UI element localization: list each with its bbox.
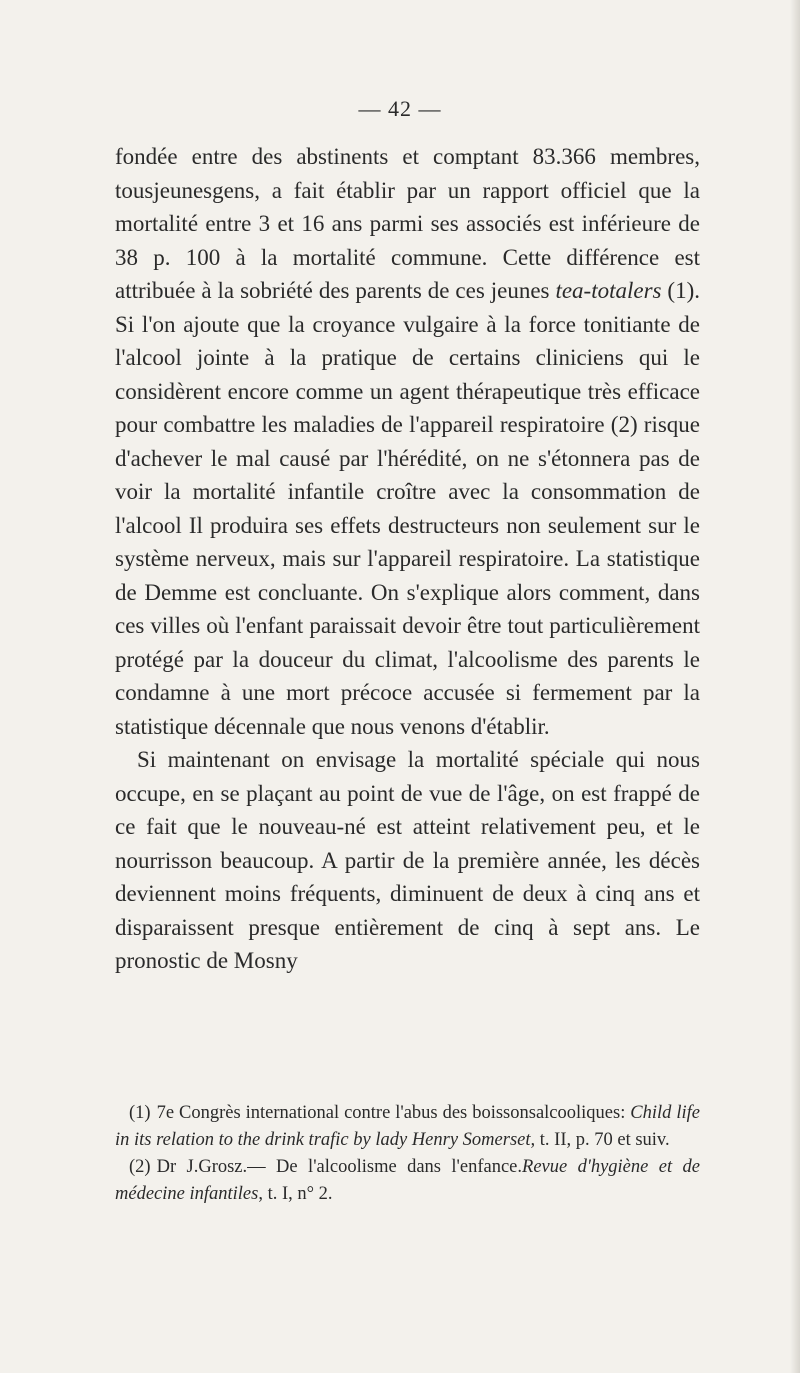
page-number-header: — 42 — xyxy=(358,96,442,121)
footnotes xyxy=(115,1100,700,1208)
paragraph-1 xyxy=(115,140,700,743)
footnote-2-italic-title: Revue d'hygiène et de médecine infantiles xyxy=(115,1157,700,1204)
page-edge-shadow xyxy=(790,0,800,1373)
footnote-2-text-2: , t. I, n° 2. xyxy=(258,1184,333,1204)
footnote-1-marker: (1) xyxy=(129,1103,151,1123)
main-text xyxy=(115,140,700,978)
paragraph-1-text-2: (1). Si l'on ajoute que la croyance vulgaire à la force tonitiante de l'alcool jointe à la pratique de certains cliniciens qui le considèrent encore comme un agent thérapeutique très efficace pour combattre les maladies de l'appareil respiratoire (2) risque d'achever le mal causé par l'hérédité, on ne s'étonnera pas de voir la mortalité infantile croître avec la consommation de l'alcool Il produira ses effets destructeurs non seulement sur le système nerveux, mais sur l'appareil respiratoire. La statistique de Demme est concluante. On s'explique alors comment, dans ces villes où l'enfant paraissait devoir être tout particulièrement protégé par la douceur du climat, l'alcoolisme des parents le condamne à une mort précoce accusée si fermement par la statistique décennale que nous venons d'établir. xyxy=(115,278,700,739)
footnote-1-italic-title: Child life in its relation to the drink trafic by lady Henry Somerset, xyxy=(115,1103,701,1150)
footnote-2 xyxy=(115,1154,700,1208)
paragraph-2 xyxy=(115,743,700,978)
footnote-1 xyxy=(115,1100,700,1154)
paragraph-1-text-1: fondée entre des abstinents et comptant 83.366 membres, tousjeunesgens, a fait établir par un rapport officiel que la mortalité entre 3 et 16 ans parmi ses associés est inférieure de 38 p. 100 à la mortalité commune. Cette différence est attribuée à la sobriété des parents de ces jeunes xyxy=(115,144,700,303)
paragraph-1-italic-term: tea-totalers xyxy=(555,278,662,303)
footnote-1-text-2: t. II, p. 70 et suiv. xyxy=(535,1130,670,1150)
paragraph-2-text: Si maintenant on envisage la mortalité spéciale qui nous occupe, en se plaçant au point de vue de l'âge, on est frappé de ce fait que le nouveau-né est atteint relativement peu, et le nourrisson beaucoup. A partir de la première année, les décès deviennent moins fréquents, diminuent de deux à cinq ans et disparaissent presque entièrement de cinq à sept ans. Le pronostic de Mosny xyxy=(115,747,700,973)
footnote-1-text-1: 7e Congrès international contre l'abus des boissonsalcooliques: xyxy=(156,1103,631,1123)
footnote-2-text-1: Dr J.Grosz.— De l'alcoolisme dans l'enfance. xyxy=(156,1157,523,1177)
footnote-2-marker: (2) xyxy=(129,1157,151,1177)
